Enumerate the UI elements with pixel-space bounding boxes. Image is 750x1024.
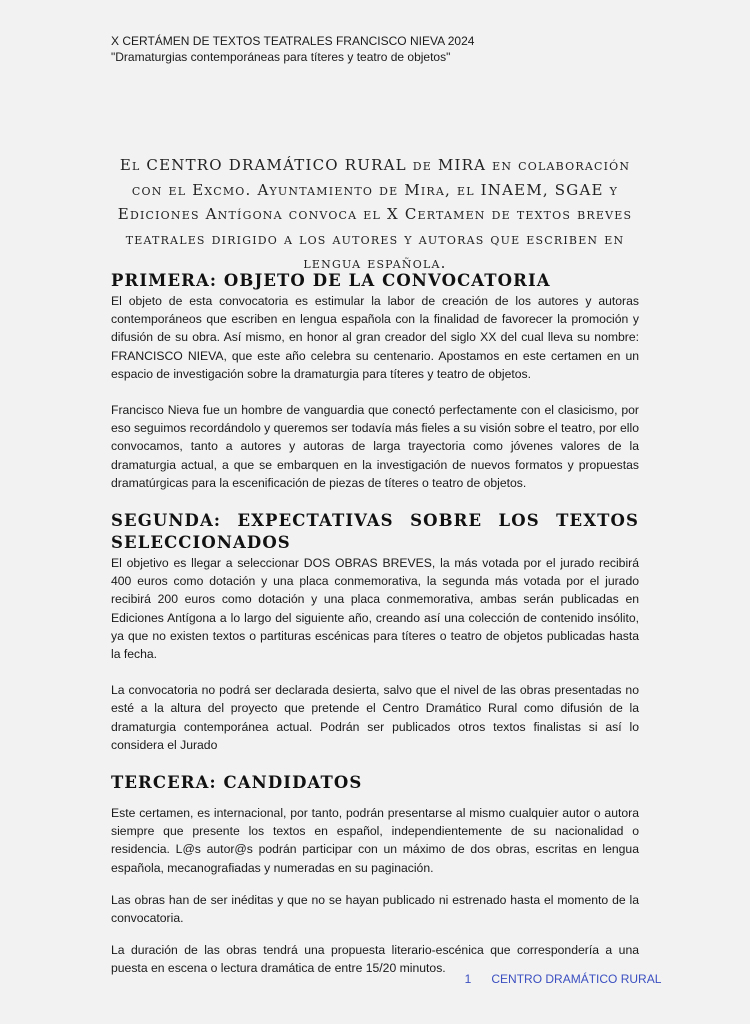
paragraph: El objeto de esta convocatoria es estimular la labor de creación de los autores y autoras contemporáneos que escriben en lengua española con la finalidad de favorecer la promoción y difusión de su obra. Así mismo, en honor al gran creador del siglo XX del cual lleva su nombre: FRANCISCO NIEVA, que este año celebra su centenario. Apostamos en este certamen en un espacio de investigación sobre la dramaturgia para títeres y teatro de objetos. (111, 294, 639, 381)
title-line-2: con el Excmo. Ayuntamiento de Mira, el INAEM, SGAE y (131, 180, 619, 199)
paragraph: La duración de las obras tendrá una propuesta literario-escénica que correspondería a una puesta en escena o lectura dramática de entre 15/20 minutos. (111, 943, 639, 976)
section-heading: SEGUNDA: EXPECTATIVAS SOBRE LOS TEXTOS SELECCIONADOS (111, 511, 639, 553)
paragraph: Francisco Nieva fue un hombre de vanguardia que conectó perfectamente con el clasicismo, por eso seguimos recordándolo y queremos ser todavía más fieles a su visión sobre el teatro, por ello convocamos, tanto a autores y autoras de larga trayectoria como jóvenes valores de la dramaturgia actual, a que se embarquen en la investigación de nuevos formatos y propuestas dramatúrgicas para la escenificación de piezas de títeres o teatro de objetos. (111, 403, 639, 490)
page-header (111, 33, 474, 65)
page-footer (458, 958, 661, 986)
footer-organization: CENTRO DRAMÁTICO RURAL (491, 972, 662, 986)
page-number: 1 (464, 972, 472, 986)
paragraph: Las obras han de ser inéditas y que no se hayan publicado ni estrenado hasta el momento de la convocatoria. (111, 892, 639, 926)
section-primera (111, 270, 639, 492)
section-tercera (111, 772, 639, 978)
document-body (111, 270, 639, 978)
title-line-4: teatrales dirigido a los autores y autoras que escriben en (125, 229, 625, 248)
header-contest-subtitle: "Dramaturgias contemporáneas para títeres y teatro de objetos" (111, 50, 451, 64)
paragraph: Este certamen, es internacional, por tanto, podrán presentarse al mismo cualquier autor o autora siempre que presente los textos en español, independientemente de su nacionalidad o residencia. L@s autor@s podrán participar con un máximo de dos obras, escritas en lengua española, mecanografiadas y numeradas en su paginación. (111, 806, 639, 875)
paragraph: El objetivo es llegar a seleccionar DOS OBRAS BREVES, la más votada por el jurado recibirá 400 euros como dotación y una placa conmemorativa, la segunda más votada por el jurado recibirá 200 euros como dotación y una placa conmemorativa, ambas serán publicadas en Ediciones Antígona a lo largo del siguiente año, creando así una colección de contenido insólito, ya que no existen textos o partituras escénicas para títeres o teatro de objetos publicadas hasta la fecha. (111, 556, 639, 662)
section-heading: TERCERA: CANDIDATOS (111, 773, 363, 793)
section-segunda (111, 510, 639, 754)
paragraph: La convocatoria no podrá ser declarada desierta, salvo que el nivel de las obras presentadas no esté a la altura del proyecto que pretende el Centro Dramático Rural como difusión de la dramaturgia contemporánea actual. Podrán ser publicados otros textos finalistas si así lo considera el Jurado (111, 683, 639, 752)
section-heading: PRIMERA: OBJETO DE LA CONVOCATORIA (111, 271, 551, 290)
header-contest-title: X CERTÁMEN DE TEXTOS TEATRALES FRANCISCO NIEVA 2024 (111, 34, 475, 48)
title-line-3: Ediciones Antígona convoca el X Certamen de textos breves (117, 205, 633, 223)
document-title (110, 153, 640, 276)
title-line-1: El CENTRO DRAMÁTICO RURAL de MIRA en colaboración (119, 156, 631, 174)
title-line-5: lengua española. (303, 254, 447, 272)
